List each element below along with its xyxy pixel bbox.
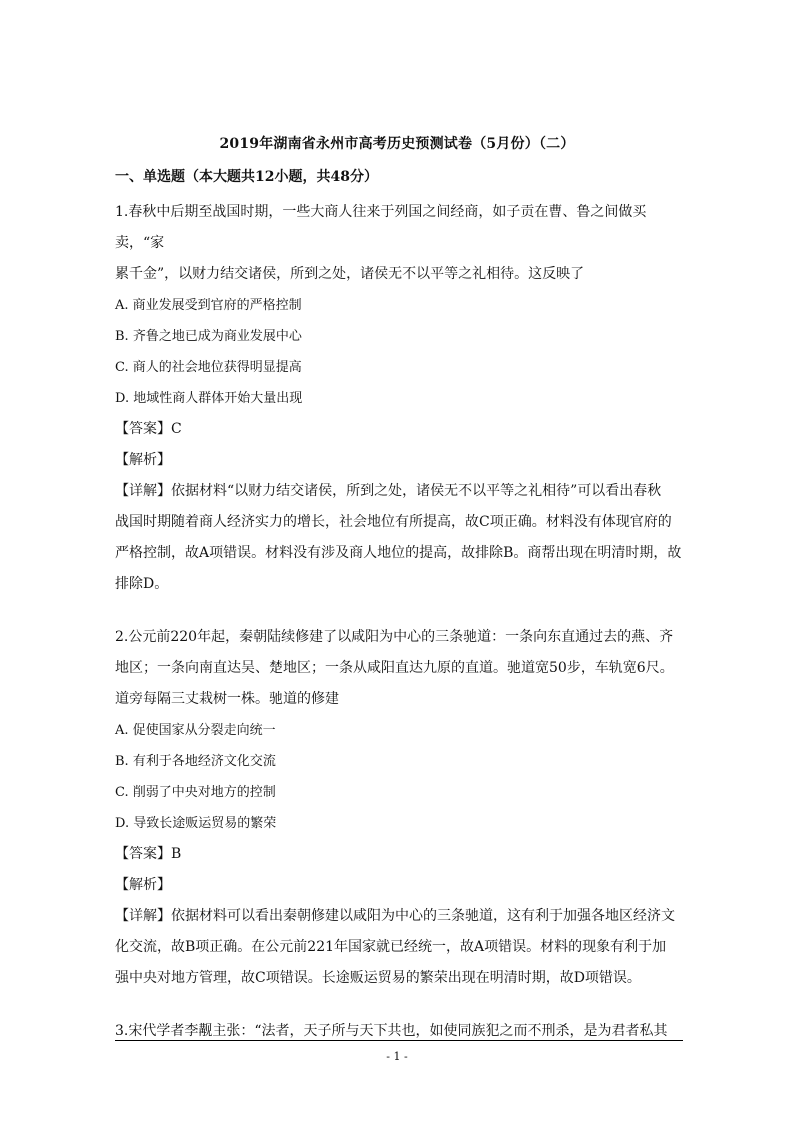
question-stem-line: 道旁每隔三丈栽树一株。驰道的修建 <box>115 691 339 707</box>
detail-line: 严格控制，故A项错误。材料没有涉及商人地位的提高，故排除B。商帮出现在明清时期，故 <box>115 545 682 561</box>
detail-line: 战国时期随着商人经济实力的增长，社会地位有所提高，故C项正确。材料没有体现官府的 <box>115 514 672 530</box>
question-2 <box>115 622 683 994</box>
answer-line: 【答案】C <box>115 421 182 437</box>
question-stem-line: 地区；一条向南直达吴、楚地区；一条从咸阳直达九原的直道。驰道宽50步，车轨宽6尺。 <box>115 660 674 676</box>
option-b: B. 有利于各地经济文化交流 <box>115 754 276 769</box>
option-a: A. 商业发展受到官府的严格控制 <box>115 298 302 313</box>
detail-line: 强中央对地方管理，故C项错误。长途贩运贸易的繁荣出现在明清时期，故D项错误。 <box>115 970 641 986</box>
detail-line: 【详解】依据材料可以看出秦朝修建以咸阳为中心的三条驰道，这有利于加强各地区经济文 <box>115 908 675 924</box>
option-b: B. 齐鲁之地已成为商业发展中心 <box>115 329 302 344</box>
option-d: D. 导致长途贩运贸易的繁荣 <box>115 816 277 831</box>
question-stem-line: 2.公元前220年起，秦朝陆续修建了以咸阳为中心的三条驰道：一条向东直通过去的燕、齐 <box>115 629 674 645</box>
question-stem-line: 1.春秋中后期至战国时期，一些大商人往来于列国之间经商，如子贡在曹、鲁之间做买卖，“家 <box>115 204 647 251</box>
answer-line: 【答案】B <box>115 846 182 862</box>
detail-line: 排除D。 <box>115 576 169 592</box>
question-spacer <box>115 600 683 622</box>
detail-line: 【详解】依据材料“以财力结交诸侯，所到之处，诸侯无不以平等之礼相待”可以看出春秋 <box>115 483 662 499</box>
footer-divider <box>115 1040 683 1041</box>
analysis-label: 【解析】 <box>115 452 171 468</box>
option-d: D. 地域性商人群体开始大量出现 <box>115 391 303 406</box>
question-3 <box>115 1016 683 1047</box>
question-1 <box>115 197 683 600</box>
question-stem-line: 累千金”，以财力结交诸侯，所到之处，诸侯无不以平等之礼相待。这反映了 <box>115 266 585 282</box>
question-spacer <box>115 994 683 1016</box>
option-a: A. 促使国家从分裂走向统一 <box>115 723 276 738</box>
question-stem-line: 3.宋代学者李觏主张：“法者，天子所与天下共也，如使同族犯之而不刑杀，是为君者私其 <box>115 1023 668 1039</box>
option-c: C. 削弱了中央对地方的控制 <box>115 785 276 800</box>
question-list <box>115 197 683 1047</box>
page-number: - 1 - <box>386 1050 408 1063</box>
analysis-label: 【解析】 <box>115 877 171 893</box>
document-title: 2019年湖南省永州市高考历史预测试卷（5月份）（二） <box>219 136 575 152</box>
option-c: C. 商人的社会地位获得明显提高 <box>115 360 302 375</box>
detail-line: 化交流，故B项正确。在公元前221年国家就已经统一，故A项错误。材料的现象有利于加 <box>115 939 667 955</box>
section-heading: 一、单选题（本大题共12小题，共48分） <box>115 169 378 185</box>
